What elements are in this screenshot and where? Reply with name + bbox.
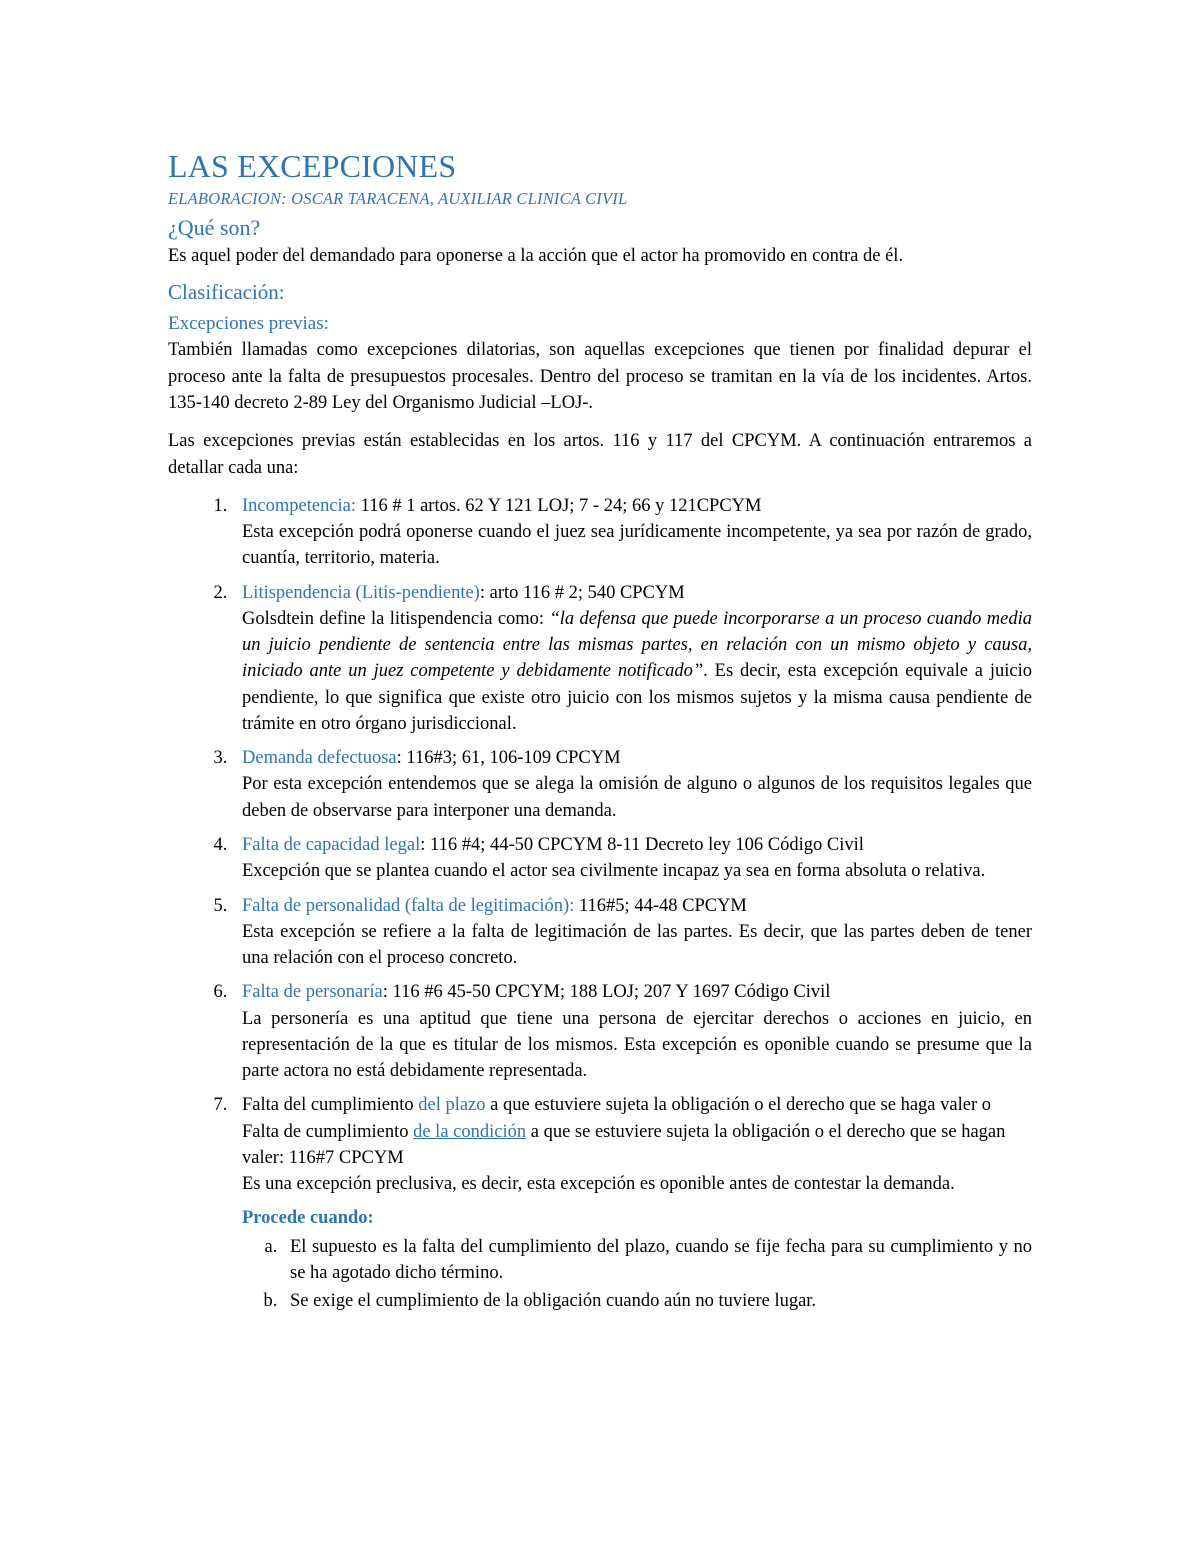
paragraph-excepciones-previas-1: También llamadas como excepciones dilatorias, son aquellas excepciones que tienen por finalidad depurar el proceso ante la falta de presupuestos procesales. Dentro del proceso se tramitan en la vía de los incidentes. Artos. 135-140 decreto 2-89 Ley del Organismo Judicial –LOJ-. (168, 340, 1032, 413)
link-del-plazo[interactable]: del plazo (418, 1095, 486, 1116)
item-head-part2: a que estuviere sujeta la obligación o el derecho que se haga valer o Falta de cumplimiento (242, 1095, 991, 1142)
item-body: Esta excepción podrá oponerse cuando el juez sea jurídicamente incompetente, ya sea por razón de grado, cuantía, territorio, materia. (242, 522, 1032, 569)
item-body: Esta excepción se refiere a la falta de legitimación de las partes. Es decir, que las partes deben de tener una relación con el proceso concreto. (242, 921, 1032, 969)
item-citations: : arto 116 # 2; 540 CPCYM (479, 582, 685, 603)
heading-clasificacion: Clasificación: (168, 280, 285, 305)
item-citations: 116#5; 44-48 CPCYM (574, 895, 747, 916)
item-body-post: . Es decir, esta excepción equivale a juicio pendiente, lo que significa que existe otro juicio con los mismos sujetos y la misma causa pendiente de trámite en otro órgano jurisdiccional. (242, 661, 1033, 734)
item-term: Incompetencia: (242, 495, 357, 516)
procede-cuando-label: Procede cuando: (242, 1208, 374, 1229)
item-body: La personería es una aptitud que tiene una persona de ejercitar derechos o acciones en juicio, en representación de la que es titular de los mismos. Esta excepción es oponible cuando se presume que la parte actora no está debidamente representada. (242, 1008, 1032, 1082)
item-term: Demanda defectuosa (242, 748, 397, 769)
item-head-part1: Falta del cumplimiento (242, 1095, 419, 1116)
item-term: Falta de personaría (242, 982, 383, 1003)
item-body-quote: “la defensa que puede incorporarse a un proceso cuando media un juicio pendiente de sentencia entre las mismas partes, en relación con un mismo objeto y causa, iniciado ante un juez competente y debidamente notificado” (242, 608, 1032, 682)
heading-que-son: ¿Qué son? (168, 214, 261, 240)
list-item (232, 832, 1032, 885)
item-heading (242, 982, 830, 1002)
item-term: Falta de capacidad legal (242, 834, 421, 855)
item-citations: 116 # 1 artos. 62 Y 121 LOJ; 7 - 24; 66 y 121CPCYM (356, 495, 762, 516)
excepciones-list (168, 493, 1032, 1315)
item-heading (242, 835, 864, 855)
item-body: Excepción que se plantea cuando el actor sea civilmente incapaz ya sea en forma absoluta o relativa. (242, 861, 986, 882)
item-citations: : 116 #4; 44-50 CPCYM 8-11 Decreto ley 106 Código Civil (420, 834, 864, 855)
item-term: Falta de personalidad (falta de legitimación): (242, 895, 575, 916)
page-title: LAS EXCEPCIONES (168, 148, 457, 184)
list-item: b. Se exige el cumplimiento de la obligación cuando aún no tuviere lugar. (282, 1288, 1032, 1314)
list-item (232, 1092, 1032, 1314)
item-body: Por esta excepción entendemos que se alega la omisión de alguno o algunos de los requisitos legales que deben de observarse para interponer una demanda. (242, 774, 1032, 821)
list-item (232, 493, 1032, 572)
heading-excepciones-previas: Excepciones previas: (168, 312, 329, 334)
item-body-pre: Golsdtein define la litispendencia como: (242, 608, 550, 629)
paragraph-que-son: Es aquel poder del demandado para oponerse a la acción que el actor ha promovido en contra de él. (168, 246, 904, 267)
item-heading (242, 583, 685, 603)
item-citations: : 116#3; 61, 106-109 CPCYM (396, 748, 621, 769)
link-de-la-condicion[interactable]: de la condición (413, 1121, 527, 1142)
list-item (232, 893, 1032, 972)
paragraph-excepciones-previas-2: Las excepciones previas están establecidas en los artos. 116 y 117 del CPCYM. A continuación entraremos a detallar cada una: (168, 431, 1032, 478)
item-body (242, 606, 1032, 737)
byline: ELABORACION: OSCAR TARACENA, AUXILIAR CLINICA CIVIL (168, 188, 628, 208)
list-item (232, 979, 1032, 1084)
item-term: Litispendencia (Litis-pendiente) (242, 582, 480, 603)
item-heading (242, 748, 621, 768)
item-citations: : 116 #6 45-50 CPCYM; 188 LOJ; 207 Y 1697 Código Civil (382, 982, 831, 1003)
item-head-part3: a que se estuviere sujeta la obligación o el derecho que se hagan valer: 116#7 CPCYM (242, 1121, 1006, 1168)
item-heading (242, 896, 747, 916)
item-heading (242, 496, 762, 516)
item-body: Es una excepción preclusiva, es decir, esta excepción es oponible antes de contestar la demanda. (242, 1174, 955, 1195)
list-item (232, 745, 1032, 824)
list-item: a. El supuesto es la falta del cumplimiento del plazo, cuando se fije fecha para su cumplimiento y no se ha agotado dicho término. (282, 1234, 1032, 1287)
item-heading (242, 1095, 1005, 1168)
procede-sub-list (242, 1234, 1032, 1315)
list-item (232, 580, 1032, 738)
